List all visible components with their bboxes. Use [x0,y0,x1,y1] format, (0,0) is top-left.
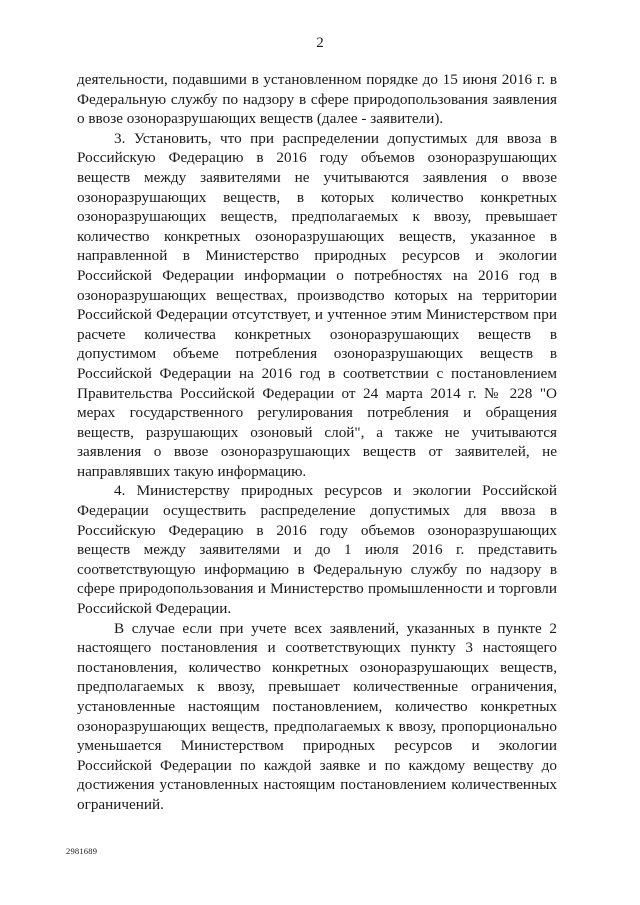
document-code: 2981689 [66,846,98,856]
page-number: 2 [316,35,324,51]
paragraph-item-3: 3. Установить, что при распределении допустимых для ввоза в Российскую Федерацию в 2016 году объемов озоноразрушающих веществ между заявителями не учитываются заявления о ввозе озоноразрушающих веществ, в которых количество конкретных озоноразрушающих веществ, предполагаемых к ввозу, превышает количество конкретных озоноразрушающих веществ, указанное в направленной в Министерство природных ресурсов и экологии Российской Федерации информации о потребностях на 2016 год в озоноразрушающих веществах, производство которых на территории Российской Федерации отсутствует, и учтенное этим Министерством при расчете количества конкретных озоноразрушающих веществ в допустимом объеме потребления озоноразрушающих веществ в Российской Федерации на 2016 год в соответствии с постановлением Правительства Российской Федерации от 24 марта 2014 г. № 228 "О мерах государственного регулирования потребления и обращения веществ, разрушающих озоновый слой", а также не учитываются заявления о ввозе озоноразрушающих веществ от заявителей, не направлявших такую информацию. [77,129,557,480]
paragraph-excess-case: В случае если при учете всех заявлений, указанных в пункте 2 настоящего постановления и соответствующих пункту 3 настоящего постановления, количество конкретных озоноразрушающих веществ, предполагаемых к ввозу, превышает количественные ограничения, установленные настоящим постановлением, количество конкретных озоноразрушающих веществ, предполагаемых к ввозу, пропорционально уменьшается Министерством природных ресурсов и экологии Российской Федерации по каждой заявке и по каждому веществу до достижения установленных настоящим постановлением количественных ограничений. [77,619,557,813]
paragraph-continuation: деятельности, подавшими в установленном порядке до 15 июня 2016 г. в Федеральную службу по надзору в сфере природопользования заявления о ввозе озоноразрушающих веществ (далее - заявители). [77,71,557,128]
document-body [77,70,557,815]
paragraph-item-4: 4. Министерству природных ресурсов и экологии Российской Федерации осуществить распределение допустимых для ввоза в Российскую Федерацию в 2016 году объемов озоноразрушающих веществ между заявителями и до 1 июля 2016 г. представить соответствующую информацию в Федеральную службу по надзору в сфере природопользования и Министерство промышленности и торговли Российской Федерации. [77,482,557,618]
